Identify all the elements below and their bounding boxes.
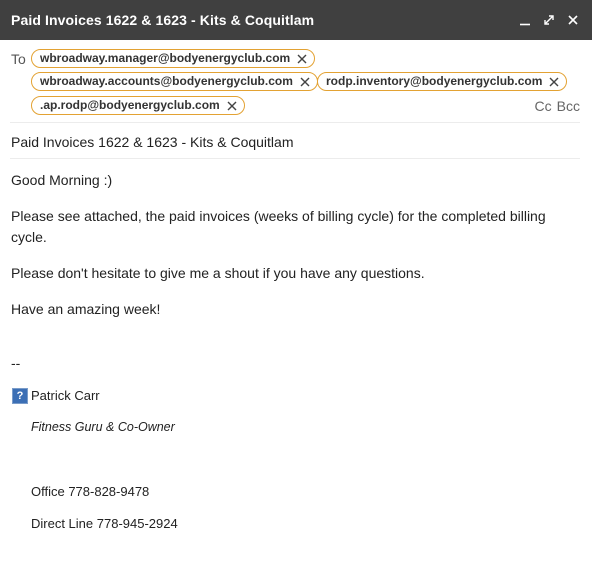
recipient-chip[interactable] [31, 96, 245, 115]
compose-title: Paid Invoices 1622 & 1623 - Kits & Coquitlam [11, 12, 315, 28]
remove-recipient-icon[interactable] [546, 74, 562, 90]
recipient-chip[interactable] [317, 72, 567, 91]
recipient-chip[interactable] [31, 72, 318, 91]
signature-separator: -- [11, 355, 21, 371]
recipients-field[interactable] [10, 46, 580, 123]
remove-recipient-icon[interactable] [297, 74, 313, 90]
close-icon[interactable] [564, 11, 582, 29]
subject-field[interactable]: Paid Invoices 1622 & 1623 - Kits & Coquitlam [10, 124, 580, 159]
recipient-email: rodp.inventory@bodyenergyclub.com [326, 74, 543, 88]
body-closing: Have an amazing week! [11, 301, 161, 317]
bcc-link[interactable]: Bcc [556, 98, 580, 114]
body-paragraph: Please see attached, the paid invoices (weeks of billing cycle) for the completed billing cycle. [11, 208, 546, 245]
cc-link[interactable]: Cc [534, 98, 552, 114]
signature-office-phone: Office 778-828-9478 [31, 484, 150, 499]
signature-role: Fitness Guru & Co-Owner [31, 420, 175, 434]
to-label: To [11, 51, 26, 67]
minimize-icon[interactable] [516, 11, 534, 29]
broken-image-icon: ? [12, 388, 28, 404]
body-paragraph: Please don't hesitate to give me a shout if you have any questions. [11, 265, 425, 281]
remove-recipient-icon[interactable] [294, 51, 310, 67]
expand-icon[interactable] [540, 11, 558, 29]
recipient-email: wbroadway.manager@bodyenergyclub.com [40, 51, 291, 65]
recipient-email: .ap.rodp@bodyenergyclub.com [40, 98, 220, 112]
signature-name: Patrick Carr [31, 388, 100, 403]
remove-recipient-icon[interactable] [224, 98, 240, 114]
cc-bcc-links [535, 98, 580, 114]
window-controls [516, 11, 582, 29]
recipient-email: wbroadway.accounts@bodyenergyclub.com [40, 74, 293, 88]
signature-direct-phone: Direct Line 778-945-2924 [31, 516, 178, 531]
body-greeting: Good Morning :) [11, 172, 113, 188]
compose-title-bar[interactable] [0, 0, 592, 40]
recipient-chip[interactable] [31, 49, 315, 68]
